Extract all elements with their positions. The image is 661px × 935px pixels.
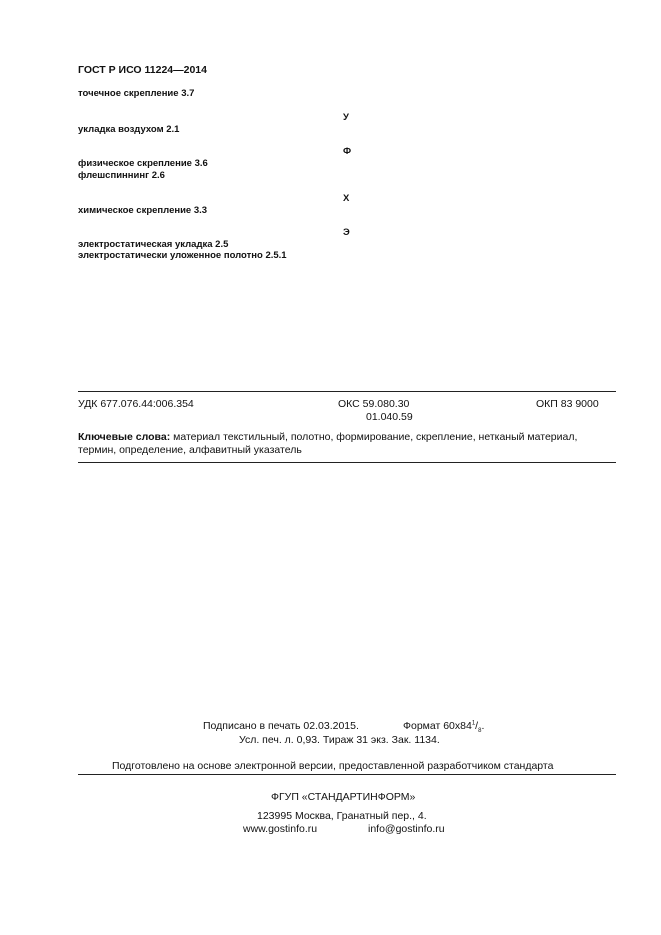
prepared-note: Подготовлено на основе электронной версии, предоставленной разработчиком стандарта — [112, 760, 554, 772]
keywords-label: Ключевые слова: — [78, 431, 171, 443]
oks-code-2: 01.040.59 — [366, 411, 413, 423]
website-link[interactable]: www.gostinfo.ru — [243, 823, 318, 835]
index-letter-u: У — [343, 112, 349, 123]
format-suffix: . — [481, 720, 485, 732]
okp-code: ОКП 83 9000 — [536, 398, 599, 410]
index-letter-f: Ф — [343, 146, 352, 157]
keywords-line-1 — [78, 431, 577, 443]
divider-imprint — [78, 774, 616, 775]
index-letter-h: Х — [343, 193, 350, 204]
keywords-line-2: термин, определение, алфавитный указатель — [78, 444, 302, 456]
index-entry: физическое скрепление 3.6 — [78, 158, 208, 169]
publisher-address: 123995 Москва, Гранатный пер., 4. — [257, 810, 427, 822]
index-entry: флешспиннинг 2.6 — [78, 170, 165, 181]
format-prefix: Формат 60x84 — [403, 720, 472, 732]
publisher-name: ФГУП «СТАНДАРТИНФОРМ» — [271, 791, 416, 803]
divider-top — [78, 391, 616, 392]
print-details: Усл. печ. л. 0,93. Тираж 31 экз. Зак. 1134. — [239, 734, 440, 746]
oks-code-1: ОКС 59.080.30 — [338, 398, 410, 410]
index-entry: точечное скрепление 3.7 — [78, 88, 195, 99]
format-denominator: 8 — [478, 728, 482, 735]
paper-format: Формат $60x84^1/_8$. — [403, 720, 485, 735]
udk-code: УДК 677.076.44:006.354 — [78, 398, 194, 410]
document-code: ГОСТ Р ИСО 11224—2014 — [78, 64, 207, 76]
index-entry: химическое скрепление 3.3 — [78, 205, 208, 216]
index-entry: укладка воздухом 2.1 — [78, 124, 180, 135]
keywords-text: материал текстильный, полотно, формирование, скрепление, нетканый материал, — [170, 431, 578, 443]
format-numerator: 1 — [471, 720, 476, 727]
index-letter-e: Э — [343, 227, 350, 238]
index-entry: электростатически уложенное полотно 2.5.1 — [78, 250, 287, 261]
index-entry: электростатическая укладка 2.5 — [78, 239, 229, 250]
email-link[interactable]: info@gostinfo.ru — [368, 823, 445, 835]
signed-for-print: Подписано в печать 02.03.2015. — [203, 720, 359, 732]
divider-bottom — [78, 462, 616, 463]
